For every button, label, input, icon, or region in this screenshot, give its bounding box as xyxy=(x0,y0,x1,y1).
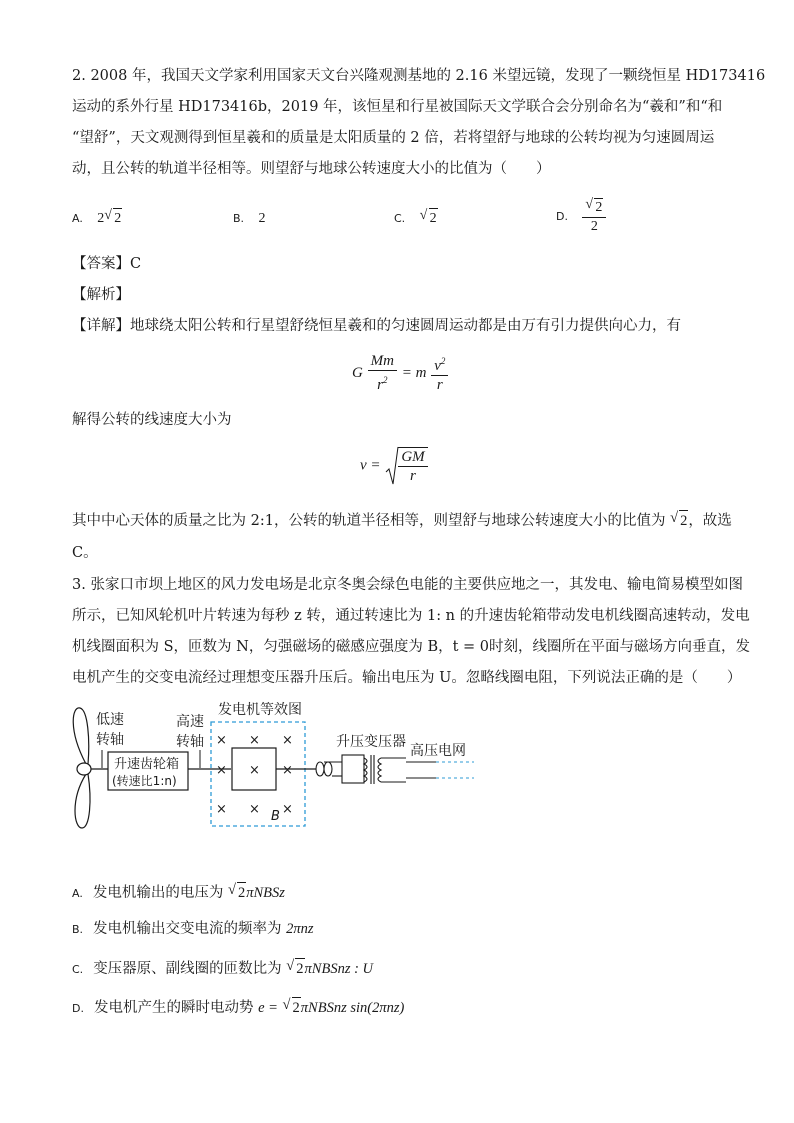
svg-text:×: × xyxy=(216,802,227,817)
q2-stem-line-3: “望舒”，天文观测得到恒星羲和的质量是太阳质量的 2 倍，若将望舒与地球的公转均视为匀速圆周运 xyxy=(72,130,715,146)
grid-label: 高压电网 xyxy=(410,743,466,759)
field-symbol: B xyxy=(271,809,280,824)
option-label: A. xyxy=(72,212,83,225)
sqrt: √ 2 xyxy=(420,208,438,229)
low-speed-label: 低速 xyxy=(96,712,124,728)
q3-option-d: D. 发电机产生的瞬时电动势 e = √ 2πNBSnz sin(2πnz) xyxy=(72,997,405,1016)
propeller-icon xyxy=(73,708,91,828)
option-label: C. xyxy=(394,212,406,225)
q2-analysis-tag: 【解析】 xyxy=(72,287,130,303)
q3-stem-line-1: 3. 张家口市坝上地区的风力发电场是北京冬奥会绿色电能的主要供应地之一，其发电、输电简易模型如图 xyxy=(72,577,743,593)
gearbox-ratio: (转速比1:n) xyxy=(112,774,177,788)
q2-option-b: B. 2 xyxy=(233,211,266,226)
q3-stem-line-3: 机线圈面积为 S，匝数为 N，匀强磁场的磁感应强度为 B，t = 0时刻，线圈所在平面与磁场方向垂直，发 xyxy=(72,639,751,655)
sqrt: √ 2 xyxy=(104,208,122,229)
high-speed-label: 高速 xyxy=(176,714,204,730)
svg-text:×: × xyxy=(282,763,293,778)
secondary-coil-icon xyxy=(378,758,381,782)
radical-sign-icon xyxy=(385,446,399,486)
q2-detail xyxy=(72,316,681,336)
option-label: D. xyxy=(556,210,568,223)
q3-option-b: B. 发电机输出交变电流的频率为 2πnz xyxy=(72,921,314,937)
magnetic-field-crosses xyxy=(216,733,293,817)
shaft-label-2: 转轴 xyxy=(176,734,204,750)
q2-stem-line-2: 运动的系外行星 HD173416b，2019 年，该恒星和行星被国际天文学联合会分别命名为“羲和”和“和 xyxy=(72,99,723,115)
fraction: √ 2 2 xyxy=(582,198,606,236)
svg-text:×: × xyxy=(249,802,260,817)
q2-solve-text: 解得公转的线速度大小为 xyxy=(72,412,232,428)
q2-option-a: A. 2 √ 2 xyxy=(72,208,122,229)
q2-conclusion: 其中中心天体的质量之比为 2:1，公转的轨道半径相等，则望舒与地球公转速度大小的比值为 √ 2，故选 xyxy=(72,510,732,529)
option-label: B. xyxy=(233,212,245,225)
generator-label: 发电机等效图 xyxy=(218,702,302,718)
q2-option-c xyxy=(394,208,438,229)
equation-gravity: G $\frac{Mm}{r^2}$ = m $\frac{v^2}{r}$ xyxy=(352,352,448,394)
q2-stem-line-1: 2. 2008 年，我国天文学家利用国家天文台兴隆观测基地的 2.16 米望远镜，发现了一颗绕恒星 HD173416 xyxy=(72,68,766,84)
q2-answer xyxy=(72,254,141,274)
svg-text:×: × xyxy=(216,733,227,748)
q2-stem-line-4: 动，且公转的轨道半径相等。则望舒与地球公转速度大小的比值为（ ） xyxy=(72,161,551,177)
slip-ring xyxy=(324,762,332,776)
svg-text:×: × xyxy=(216,763,227,778)
q2-option-d xyxy=(556,198,606,236)
q2-conclusion-end: C。 xyxy=(72,545,98,561)
detail-tag: 【详解】 xyxy=(72,318,130,334)
answer-value: C xyxy=(130,256,142,272)
slip-ring xyxy=(316,762,324,776)
svg-text:×: × xyxy=(249,733,260,748)
q3-stem-line-4: 电机产生的交变电流经过理想变压器升压后。输出电压为 U。忽略线圈电阻，下列说法正确的是（ ） xyxy=(72,670,742,686)
q3-option-c: C. 变压器原、副线圈的匝数比为 √ 2πNBSnz : U xyxy=(72,958,374,977)
gearbox-label: 升速齿轮箱 xyxy=(114,757,180,772)
transformer-label: 升压变压器 xyxy=(336,734,406,750)
wind-generator-diagram xyxy=(66,700,486,835)
svg-text:×: × xyxy=(249,763,260,778)
answer-tag: 【答案】 xyxy=(72,256,130,272)
q3-stem-line-2: 所示，已知风轮机叶片转速为每秒 z 转，通过转速比为 1: n 的升速齿轮箱带动发电机线圈高速转动，发电 xyxy=(72,608,750,624)
equation-velocity: v = $\frac{GM}{r}$ xyxy=(360,446,428,486)
q3-option-a: A. 发电机输出的电压为 √ 2πNBSz xyxy=(72,882,285,901)
svg-text:×: × xyxy=(282,733,293,748)
svg-text:×: × xyxy=(282,802,293,817)
detail-text: 地球绕太阳公转和行星望舒绕恒星羲和的匀速圆周运动都是由万有引力提供向心力，有 xyxy=(130,318,681,334)
shaft-label-1: 转轴 xyxy=(96,732,124,748)
